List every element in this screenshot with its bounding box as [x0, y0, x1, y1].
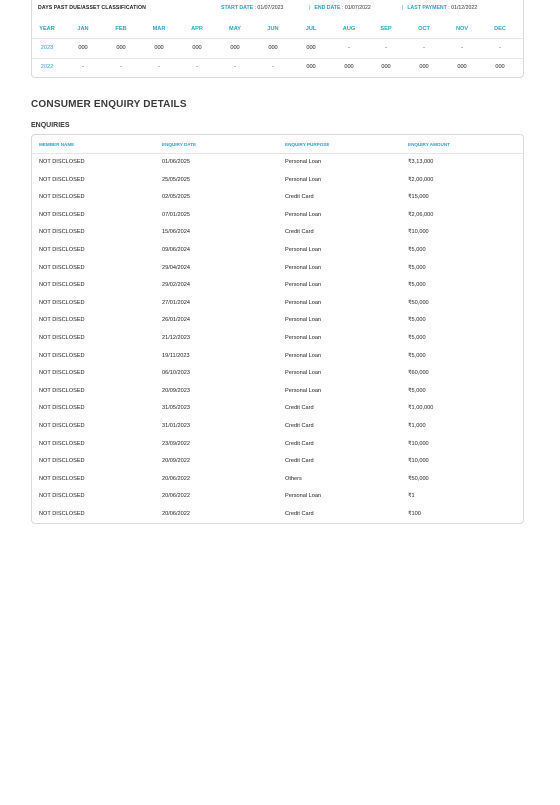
table-row [32, 488, 523, 506]
table-row [32, 400, 523, 418]
member-name: NOT DISCLOSED [39, 370, 85, 377]
enquiry-date: 20/06/2022 [162, 511, 190, 517]
dpd-col-header: JAN [77, 26, 89, 32]
enquiry-date: 20/09/2023 [162, 387, 190, 394]
table-row [32, 312, 523, 330]
member-name: NOT DISCLOSED [39, 264, 85, 271]
dpd-col-header: MAR [152, 26, 166, 32]
table-row [32, 277, 523, 295]
dpd-cell: 000 [154, 45, 164, 51]
dpd-cell: - [385, 45, 387, 51]
enquiry-purpose: Credit Card [285, 440, 314, 447]
dpd-cell: - [82, 64, 84, 70]
enquiry-date: 02/05/2025 [162, 194, 190, 201]
dpd-row-2023 [32, 45, 523, 57]
table-row [32, 207, 523, 225]
enquiry-date: 23/09/2022 [162, 440, 190, 447]
dpd-cell: 000 [495, 64, 505, 70]
dpd-col-header: OCT [418, 26, 430, 32]
table-row [32, 224, 523, 242]
enquiry-purpose: Credit Card [285, 423, 314, 429]
member-name: NOT DISCLOSED [39, 159, 85, 165]
enquiry-purpose: Personal Loan [285, 370, 322, 377]
dpd-cell: 000 [381, 64, 391, 70]
enquiry-amount: ₹10,000 [408, 458, 429, 465]
dpd-title: DAYS PAST DUE/ASSET CLASSIFICATION [38, 5, 146, 11]
enquiry-purpose: Personal Loan [285, 352, 322, 359]
enquiry-purpose: Personal Loan [285, 387, 322, 394]
enquiries-subtitle: ENQUIRIES [31, 122, 70, 129]
dpd-cell: 000 [306, 64, 316, 70]
enquiry-purpose: Personal Loan [285, 159, 322, 165]
enquiry-amount: ₹1,00,000 [408, 405, 434, 412]
dpd-col-header: AUG [342, 26, 356, 32]
table-row [32, 295, 523, 313]
member-name: NOT DISCLOSED [39, 405, 85, 412]
enquiry-purpose: Credit Card [285, 405, 314, 412]
enquiry-purpose: Credit Card [285, 511, 314, 517]
table-row [32, 242, 523, 260]
dpd-col-header: MAY [229, 26, 241, 32]
enquiry-amount: ₹5,000 [408, 317, 426, 324]
header-member-name: MEMBER NAME [39, 142, 75, 147]
enquiry-purpose: Personal Loan [285, 335, 322, 341]
enquiry-purpose: Personal Loan [285, 176, 322, 183]
dpd-col-header: APR [191, 26, 203, 32]
member-name: NOT DISCLOSED [39, 229, 85, 236]
enquiry-date: 21/12/2023 [162, 335, 190, 341]
dpd-cell: 000 [230, 45, 240, 51]
enquiry-purpose: Credit Card [285, 229, 314, 236]
dpd-col-header: DEC [494, 26, 506, 32]
table-row [32, 330, 523, 348]
enquiry-purpose: Personal Loan [285, 211, 322, 218]
dpd-cell: - [348, 45, 350, 51]
dpd-cell: - [158, 64, 160, 70]
enquiry-purpose: Credit Card [285, 458, 314, 465]
member-name: NOT DISCLOSED [39, 387, 85, 394]
enquiry-purpose: Personal Loan [285, 493, 322, 500]
dpd-cell: 000 [268, 45, 278, 51]
table-row [32, 471, 523, 489]
enquiry-amount: ₹15,000 [408, 194, 429, 201]
enquiry-purpose: Personal Loan [285, 247, 322, 253]
table-row [32, 365, 523, 383]
enquiry-date: 15/06/2024 [162, 229, 190, 236]
table-row [32, 436, 523, 454]
last-payment-label: LAST PAYMENT [407, 5, 447, 11]
table-row [32, 453, 523, 471]
member-name: NOT DISCLOSED [39, 475, 85, 482]
dpd-cell: - [120, 64, 122, 70]
enquiry-amount: ₹1,000 [408, 423, 426, 429]
member-name: NOT DISCLOSED [39, 335, 85, 341]
member-name: NOT DISCLOSED [39, 317, 85, 324]
enquiry-amount: ₹2,06,000 [408, 211, 434, 218]
dpd-header [38, 5, 517, 15]
dpd-col-header: SEP [380, 26, 392, 32]
row-divider [32, 58, 523, 59]
dpd-cell: - [423, 45, 425, 51]
member-name: NOT DISCLOSED [39, 176, 85, 183]
dpd-cell: 000 [419, 64, 429, 70]
enquiry-amount: ₹10,000 [408, 440, 429, 447]
enquiry-date: 01/06/2025 [162, 159, 190, 165]
enquiry-date: 20/09/2022 [162, 458, 190, 465]
row-divider [32, 38, 523, 39]
table-row [32, 418, 523, 436]
dpd-cell: - [499, 45, 501, 51]
end-date-value: : 01/07/2022 [341, 5, 371, 11]
table-row [32, 383, 523, 401]
enquiry-amount: ₹5,000 [408, 264, 426, 271]
table-row [32, 172, 523, 190]
start-date-label: START DATE [221, 5, 254, 11]
enquiry-date: 20/06/2022 [162, 475, 190, 482]
enquiry-amount: ₹5,000 [408, 335, 426, 341]
enquiry-amount: ₹50,000 [408, 475, 429, 482]
section-title: CONSUMER ENQUIRY DETAILS [31, 99, 187, 110]
dpd-cell: - [461, 45, 463, 51]
enquiry-amount: ₹5,000 [408, 387, 426, 394]
enquiry-purpose: Credit Card [285, 194, 314, 201]
enquiries-header-row [32, 135, 523, 154]
end-date [309, 5, 371, 11]
last-payment [402, 5, 477, 11]
dpd-cell: 000 [116, 45, 126, 51]
header-enquiry-date: ENQUIRY DATE [162, 142, 197, 147]
enquiry-amount: ₹5,000 [408, 247, 426, 253]
member-name: NOT DISCLOSED [39, 440, 85, 447]
enquiry-purpose: Personal Loan [285, 317, 322, 324]
enquiry-date: 09/06/2024 [162, 247, 190, 253]
last-payment-value: : 01/12/2022 [448, 5, 478, 11]
dpd-cell: 000 [306, 45, 316, 51]
dpd-col-header: JUL [305, 26, 317, 32]
dpd-cell: - [234, 64, 236, 70]
dpd-col-header: JUN [267, 26, 279, 32]
dpd-cell: 000 [78, 45, 88, 51]
enquiry-date: 25/05/2025 [162, 176, 190, 183]
enquiry-amount: ₹60,000 [408, 370, 429, 377]
enquiry-purpose: Personal Loan [285, 282, 322, 289]
member-name: NOT DISCLOSED [39, 194, 85, 201]
dpd-row-2022 [32, 64, 523, 76]
meta-separator: | [309, 5, 311, 11]
enquiry-amount: ₹5,000 [408, 352, 426, 359]
enquiry-date: 06/10/2023 [162, 370, 190, 377]
header-enquiry-purpose: ENQUIRY PURPOSE [285, 142, 330, 147]
enquiry-date: 31/05/2023 [162, 405, 190, 412]
member-name: NOT DISCLOSED [39, 511, 85, 517]
dpd-column-headers [32, 26, 523, 38]
enquiry-amount: ₹3,13,000 [408, 159, 434, 165]
enquiry-date: 19/11/2023 [162, 352, 190, 359]
table-row [32, 189, 523, 207]
enquiry-amount: ₹50,000 [408, 299, 429, 306]
enquiry-amount: ₹100 [408, 511, 421, 517]
meta-separator: | [402, 5, 404, 11]
dpd-year: 2022 [40, 64, 54, 70]
enquiry-amount: ₹1 [408, 493, 415, 500]
member-name: NOT DISCLOSED [39, 282, 85, 289]
enquiry-purpose: Others [285, 475, 302, 482]
enquiries-table [31, 134, 524, 524]
enquiry-date: 07/01/2025 [162, 211, 190, 218]
dpd-cell: - [272, 64, 274, 70]
member-name: NOT DISCLOSED [39, 211, 85, 218]
enquiry-date: 29/02/2024 [162, 282, 190, 289]
member-name: NOT DISCLOSED [39, 458, 85, 465]
table-row [32, 154, 523, 172]
member-name: NOT DISCLOSED [39, 423, 85, 429]
enquiry-amount: ₹5,000 [408, 282, 426, 289]
enquiry-amount: ₹2,00,000 [408, 176, 434, 183]
end-date-label: END DATE [314, 5, 341, 11]
dpd-cell: 000 [457, 64, 467, 70]
dpd-year: 2023 [40, 45, 54, 51]
enquiry-date: 20/06/2022 [162, 493, 190, 500]
dpd-col-header: NOV [455, 26, 469, 32]
table-row [32, 506, 523, 524]
dpd-cell: 000 [344, 64, 354, 70]
enquiry-date: 31/01/2023 [162, 423, 190, 429]
enquiry-date: 26/01/2024 [162, 317, 190, 324]
header-enquiry-amount: ENQUIRY AMOUNT [408, 142, 450, 147]
enquiry-amount: ₹10,000 [408, 229, 429, 236]
member-name: NOT DISCLOSED [39, 493, 85, 500]
start-date-value: : 01/07/2023 [254, 5, 284, 11]
dpd-table [31, 0, 524, 78]
dpd-col-header: FEB [115, 26, 127, 32]
table-row [32, 260, 523, 278]
dpd-cell: - [196, 64, 198, 70]
enquiry-purpose: Personal Loan [285, 264, 322, 271]
enquiry-date: 29/04/2024 [162, 264, 190, 271]
start-date [221, 5, 283, 11]
dpd-cell: 000 [192, 45, 202, 51]
member-name: NOT DISCLOSED [39, 299, 85, 306]
member-name: NOT DISCLOSED [39, 247, 85, 253]
enquiry-purpose: Personal Loan [285, 299, 322, 306]
dpd-col-header: YEAR [39, 26, 55, 32]
enquiry-date: 27/01/2024 [162, 299, 190, 306]
table-row [32, 348, 523, 366]
member-name: NOT DISCLOSED [39, 352, 85, 359]
